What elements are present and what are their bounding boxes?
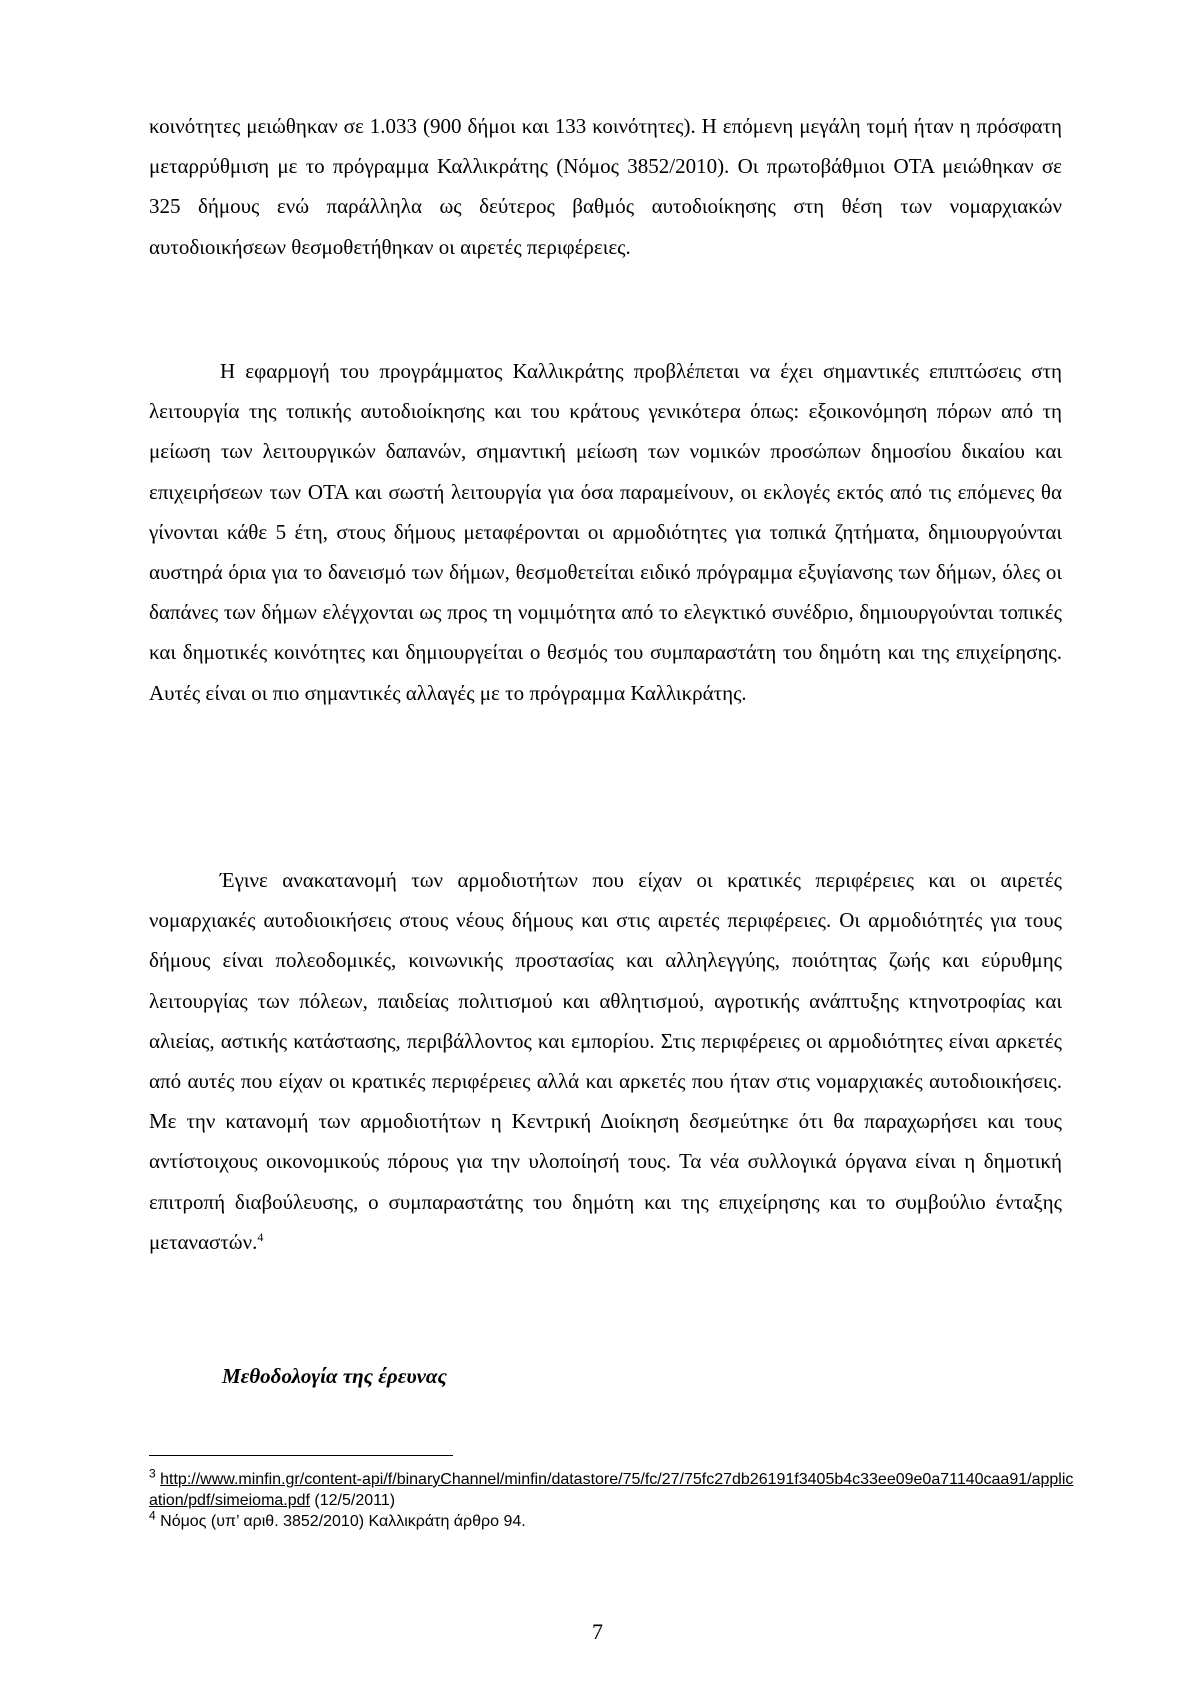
body-paragraph-3	[149, 860, 1062, 1262]
paragraph-1-text: κοινότητες μειώθηκαν σε 1.033 (900 δήμοι και 133 κοινότητες). Η επόμενη μεγάλη τομή ήταν η πρόσφατη μεταρρύθμιση με το πρόγραμμα Καλλικράτης (Νόμος 3852/2010). Οι πρωτοβάθμιοι ΟΤΑ μειώθηκαν σε 325 δήμους ενώ παράλληλα ως δεύτερος βαθμός αυτοδιοίκησης στη θέση των νομαρχιακών αυτοδιοικήσεων θεσμοθετήθηκαν οι αιρετές περιφέρειες.	[149, 114, 1062, 259]
section-heading: Μεθοδολογία της έρευνας	[222, 1364, 447, 1388]
body-paragraph-2	[149, 351, 1062, 713]
footnote-4-mark: 4	[149, 1508, 156, 1523]
body-paragraph-1	[149, 106, 1062, 267]
paragraph-3-text: Έγινε ανακατανομή των αρμοδιοτήτων που είχαν οι κρατικές περιφέρειες και οι αιρετές νομαρχιακές αυτοδιοικήσεις στους νέους δήμους και στις αιρετές περιφέρειες. Οι αρμοδιότητές για τους δήμους είναι πολεοδομικές, κοινωνικής προστασίας και αλληλεγγύης, ποιότητας ζωής και εύρυθμης λειτουργίας των πόλεων, παιδείας πολιτισμού και αθλητισμού, αγροτικής ανάπτυξης κτηνοτροφίας και αλιείας, αστικής κατάστασης, περιβάλλοντος και εμπορίου. Στις περιφέρειες οι αρμοδιότητες είναι αρκετές από αυτές που είχαν οι κρατικές περιφέρειες αλλά και αρκετές που ήταν στις νομαρχιακές αυτοδιοικήσεις. Με την κατανομή των αρμοδιοτήτων η Κεντρική Διοίκηση δεσμεύτηκε ότι θα παραχωρήσει και τους αντίστοιχους οικονομικούς πόρους για την υλοποίησή τους. Τα νέα συλλογικά όργανα είναι η δημοτική επιτροπή διαβούλευσης, ο συμπαραστάτης του δημότη και της επιχείρησης και το συμβούλιο ένταξης μεταναστών.	[149, 868, 1062, 1254]
footnote-3-mark: 3	[149, 1466, 156, 1481]
footnote-4-text: Νόμος (υπ’ αριθ. 3852/2010) Καλλικράτη άρθρο 94.	[155, 1513, 526, 1530]
paragraph-2-text: Η εφαρμογή του προγράμματος Καλλικράτης προβλέπεται να έχει σημαντικές επιπτώσεις στη λειτουργία της τοπικής αυτοδιοίκησης και του κράτους γενικότερα όπως: εξοικονόμηση πόρων από τη μείωση των λειτουργικών δαπανών, σημαντική μείωση των νομικών προσώπων δημοσίου δικαίου και επιχειρήσεων των ΟΤΑ και σωστή λειτουργία για όσα παραμείνουν, οι εκλογές εκτός από τις επόμενες θα γίνονται κάθε 5 έτη, στους δήμους μεταφέρονται οι αρμοδιότητες για τοπικά ζητήματα, δημιουργούνται αυστηρά όρια για το δανεισμό των δήμων, θεσμοθετείται ειδικό πρόγραμμα εξυγίανσης των δήμων, όλες οι δαπάνες των δήμων ελέγχονται ως προς τη νομιμότητα από το ελεγκτικό συνέδριο, δημιουργούνται τοπικές και δημοτικές κοινότητες και δημιουργείται ο θεσμός του συμπαραστάτη του δημότη και της επιχείρησης. Αυτές είναι οι πιο σημαντικές αλλαγές με το πρόγραμμα Καλλικράτης.	[149, 359, 1062, 705]
footnote-divider	[149, 1455, 453, 1456]
footnote-3-date: (12/5/2011)	[309, 1492, 396, 1509]
footnote-4	[149, 1508, 1079, 1532]
page-number: 7	[592, 1619, 603, 1644]
footnote-3	[149, 1466, 1079, 1511]
footnote-3-link[interactable]: http://www.minfin.gr/content-api/f/binaryChannel/minfin/datastore/75/fc/27/75fc27db26191f3405b4c33ee09e0a71140caa91/application/pdf/simeioma.pdf	[149, 1471, 1074, 1509]
footnote-ref-4[interactable]: 4	[257, 1229, 264, 1244]
footnotes	[149, 1466, 1079, 1532]
